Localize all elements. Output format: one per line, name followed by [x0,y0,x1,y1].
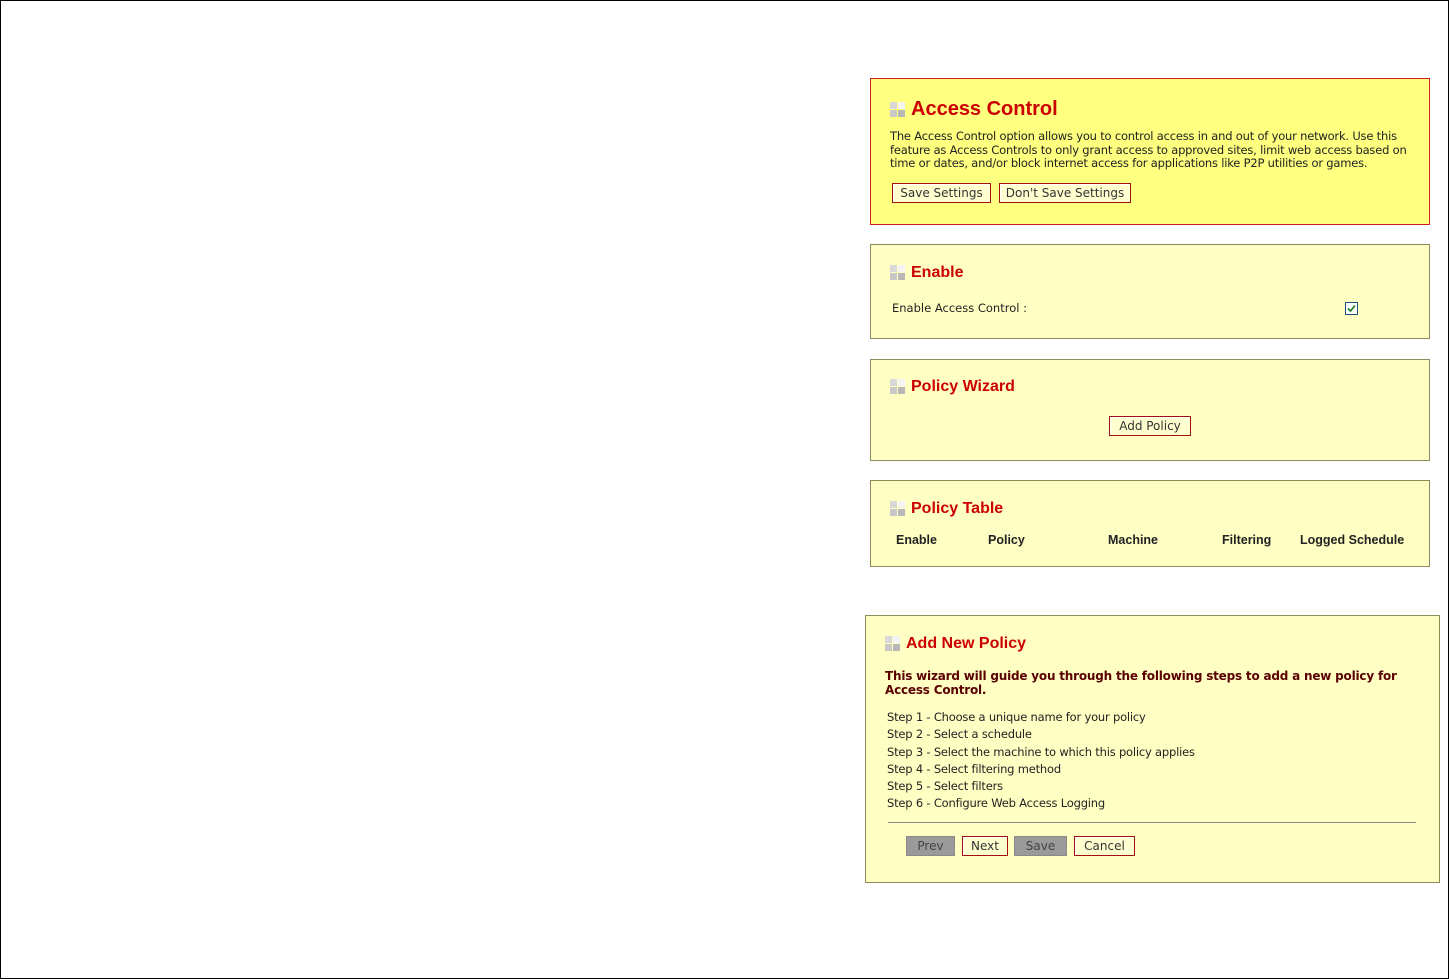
column-header-filtering: Filtering [1222,533,1272,547]
access-control-title-row [890,98,1058,121]
policy-wizard-title: Policy Wizard [911,378,1015,395]
wizard-steps-list [887,709,1195,813]
next-button[interactable]: Next [962,836,1008,856]
policy-table-title-row [890,500,1003,518]
access-control-title: Access Control [911,98,1058,120]
column-header-logged-schedule: Logged Schedule [1300,533,1405,547]
router-logo-icon [890,379,906,395]
prev-button[interactable]: Prev [906,836,955,856]
add-new-policy-title: Add New Policy [906,635,1027,652]
wizard-intro-text: This wizard will guide you through the following steps to add a new policy for Access Control. [885,669,1397,697]
enable-access-control-label: Enable Access Control : [892,301,1027,315]
enable-access-control-checkbox[interactable] [1345,302,1358,315]
policy-wizard-panel [870,359,1430,461]
save-button[interactable]: Save [1014,836,1067,856]
save-settings-button[interactable]: Save Settings [892,183,991,203]
router-logo-icon [890,501,906,517]
column-header-enable: Enable [896,533,937,547]
policy-wizard-title-row [890,378,1015,396]
enable-panel [870,244,1430,339]
enable-title: Enable [911,264,964,281]
dont-save-settings-button[interactable]: Don't Save Settings [999,183,1131,203]
wizard-step: Step 1 - Choose a unique name for your policy [887,710,1146,724]
router-logo-icon [885,636,901,652]
wizard-step: Step 3 - Select the machine to which this policy applies [887,744,1195,759]
router-logo-icon [890,102,906,118]
wizard-step: Step 2 - Select a schedule [887,727,1032,742]
column-header-machine: Machine [1108,533,1159,547]
wizard-divider [888,822,1416,823]
policy-table-title: Policy Table [911,500,1004,517]
enable-title-row [890,264,963,282]
checkmark-icon [1347,304,1356,313]
wizard-step: Step 5 - Select filters [887,779,1003,794]
cancel-button[interactable]: Cancel [1074,836,1135,856]
wizard-step: Step 6 - Configure Web Access Logging [887,796,1105,811]
wizard-step: Step 4 - Select filtering method [887,761,1061,776]
add-new-policy-panel [865,615,1440,883]
access-control-panel [870,78,1430,225]
column-header-policy: Policy [988,533,1025,547]
router-logo-icon [890,265,906,281]
access-control-description: The Access Control option allows you to control access in and out of your network. Use this feature as Access Controls to only grant access to approved sites, limit web access based on time or dates, and/or block internet access for applications like P2P utilities or games. [890,129,1407,170]
policy-table-panel [870,480,1430,567]
add-policy-button[interactable]: Add Policy [1109,416,1191,436]
add-new-policy-title-row [885,635,1026,653]
